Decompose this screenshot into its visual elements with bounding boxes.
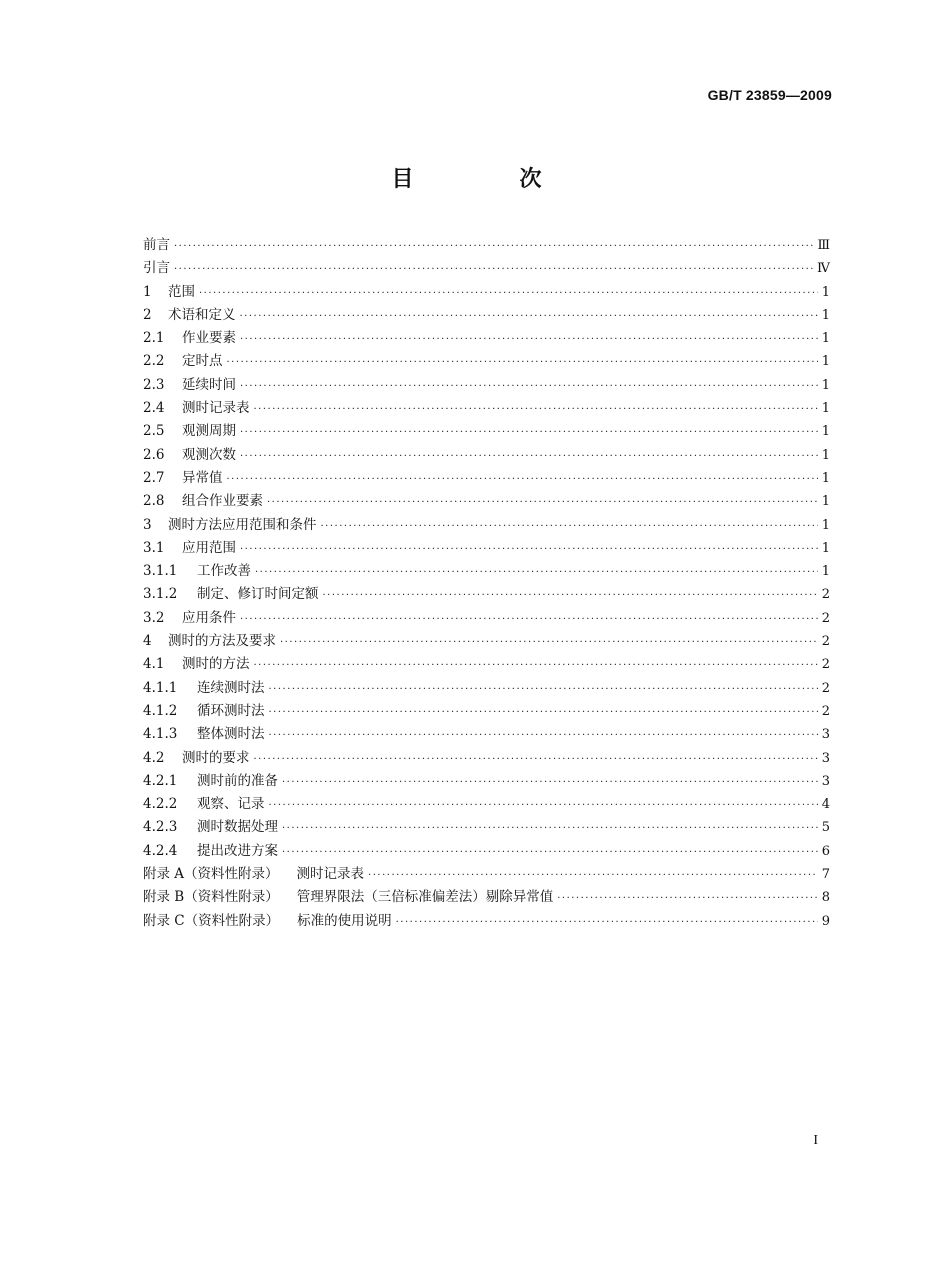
dot-leader: [269, 724, 818, 747]
page-title: 目 次: [391, 167, 584, 192]
dot-leader: [240, 608, 818, 631]
toc-entry-label: 测时数据处理: [197, 819, 278, 836]
dot-leader: [280, 631, 818, 654]
toc-entry-page: 2: [821, 680, 830, 696]
toc-entry[interactable]: [143, 467, 830, 490]
toc-entry-page: 4: [821, 797, 830, 813]
toc-entry-page: 1: [821, 447, 830, 463]
dot-leader: [255, 561, 818, 584]
toc-entry-number: 4.2.3: [143, 819, 178, 836]
toc-entry-number: 附录 C（资料性附录）: [143, 912, 280, 929]
toc-entry-number: 4.2.4: [143, 842, 178, 859]
toc-entry-page: 1: [821, 470, 830, 486]
dot-leader: [396, 911, 818, 934]
toc-entry-number: 4.2.2: [143, 796, 178, 813]
toc-entry[interactable]: [143, 770, 830, 793]
dot-leader: [240, 445, 818, 468]
toc-entry-page: 1: [821, 354, 830, 370]
toc-entry-number: 2.5: [143, 423, 165, 440]
toc-entry-label: 定时点: [182, 353, 223, 370]
toc-entry[interactable]: [143, 374, 830, 397]
toc-entry-label: 测时前的准备: [197, 772, 278, 789]
dot-leader: [227, 468, 818, 491]
toc-entry[interactable]: [143, 281, 830, 304]
toc-entry-page: 3: [821, 727, 830, 743]
toc-entry[interactable]: [143, 350, 830, 373]
toc-entry-label: 标准的使用说明: [297, 912, 392, 929]
toc-entry-page: 2: [821, 703, 830, 719]
toc-entry-number: 2: [143, 306, 152, 323]
toc-entry-page: 1: [821, 424, 830, 440]
toc-entry[interactable]: [143, 257, 830, 280]
toc-entry-number: 1: [143, 283, 152, 300]
dot-leader: [282, 841, 818, 864]
toc-entry-label: 延续时间: [182, 376, 236, 393]
toc-entry-label: 测时的方法及要求: [168, 633, 276, 650]
toc-entry[interactable]: [143, 560, 830, 583]
toc-entry-page: 9: [821, 913, 830, 929]
dot-leader: [282, 771, 818, 794]
toc-entry-number: 2.7: [143, 469, 165, 486]
toc-entry-page: 5: [821, 820, 830, 836]
toc-entry-label: 异常值: [182, 469, 223, 486]
toc-entry-number: 4.1.1: [143, 679, 178, 696]
dot-leader: [199, 282, 818, 305]
toc-entry-page: 8: [821, 890, 830, 906]
dot-leader: [269, 701, 818, 724]
toc-entry-page: 2: [821, 610, 830, 626]
toc-entry-label: 测时的方法: [182, 656, 250, 673]
toc-entry[interactable]: [143, 816, 830, 839]
toc-entry-number: 4.1.3: [143, 726, 178, 743]
toc-entry-number: 附录 B（资料性附录）: [143, 889, 279, 906]
toc-entry[interactable]: [143, 583, 830, 606]
toc-entry-number: 4.2: [143, 749, 165, 766]
toc-entry[interactable]: [143, 537, 830, 560]
toc-entry-label: 测时方法应用范围和条件: [168, 516, 317, 533]
dot-leader: [321, 515, 818, 538]
toc-entry-label: 测时记录表: [182, 400, 250, 417]
toc-entry-label: 术语和定义: [168, 306, 236, 323]
toc-entry[interactable]: [143, 327, 830, 350]
toc-entry-page: 6: [821, 843, 830, 859]
dot-leader: [240, 538, 818, 561]
toc-entry-page: 1: [821, 564, 830, 580]
toc-entry-number: 4.1: [143, 656, 165, 673]
toc-entry-page: 1: [821, 377, 830, 393]
dot-leader: [240, 328, 818, 351]
dot-leader: [254, 748, 818, 771]
toc-entry-page: 3: [821, 773, 830, 789]
dot-leader: [254, 654, 818, 677]
toc-entry-number: 附录 A（资料性附录）: [143, 866, 279, 883]
toc-entry[interactable]: [143, 444, 830, 467]
toc-entry-label: 作业要素: [182, 330, 236, 347]
toc-entry-page: 2: [821, 657, 830, 673]
dot-leader: [269, 794, 818, 817]
toc-entry[interactable]: [143, 677, 830, 700]
toc-entry[interactable]: [143, 630, 830, 653]
dot-leader: [267, 491, 818, 514]
toc-entry-number: 2.6: [143, 446, 165, 463]
toc-entry-page: 3: [821, 750, 830, 766]
toc-entry-page: 1: [821, 494, 830, 510]
toc-entry[interactable]: [143, 863, 830, 886]
toc-entry[interactable]: [143, 723, 830, 746]
toc-entry-label: 测时记录表: [296, 866, 365, 883]
page-number: I: [813, 1133, 818, 1148]
toc-entry-page: 1: [821, 307, 830, 323]
toc-entry-label: 连续测时法: [197, 679, 265, 696]
dot-leader: [174, 258, 813, 281]
toc-entry-page: 2: [821, 634, 830, 650]
dot-leader: [282, 817, 818, 840]
toc-entry-page: 7: [821, 867, 830, 883]
toc-entry[interactable]: [143, 514, 830, 537]
dot-leader: [240, 305, 818, 328]
toc-entry-label: 范围: [168, 283, 195, 300]
toc-entry-label: 整体测时法: [197, 726, 265, 743]
toc-entry-label: 管理界限法（三倍标准偏差法）剔除异常值: [296, 889, 554, 906]
toc-entry-page: 1: [821, 517, 830, 533]
dot-leader: [240, 375, 818, 398]
toc-entry-number: 4.1.2: [143, 702, 178, 719]
toc-entry[interactable]: [143, 653, 830, 676]
dot-leader: [174, 235, 813, 258]
toc-entry-label: 前言: [143, 237, 170, 253]
dot-leader: [240, 421, 818, 444]
toc-entry-page: 1: [821, 401, 830, 417]
table-of-contents: [143, 234, 830, 933]
toc-entry[interactable]: [143, 397, 830, 420]
toc-entry-label: 提出改进方案: [197, 842, 278, 859]
dot-leader: [557, 887, 818, 910]
dot-leader: [227, 351, 818, 374]
toc-entry-number: 2.1: [143, 330, 165, 347]
toc-entry-page: 2: [821, 587, 830, 603]
toc-entry-number: 2.4: [143, 400, 165, 417]
toc-entry-page: 1: [821, 540, 830, 556]
toc-entry-label: 循环测时法: [197, 702, 265, 719]
toc-entry-number: 3.1.1: [143, 563, 178, 580]
toc-entry-label: 观测次数: [182, 446, 236, 463]
toc-entry[interactable]: [143, 700, 830, 723]
toc-entry[interactable]: [143, 840, 830, 863]
toc-entry-number: 3.1: [143, 539, 165, 556]
toc-entry-page: Ⅳ: [817, 261, 830, 277]
toc-entry-number: 2.8: [143, 493, 165, 510]
toc-entry[interactable]: [143, 234, 830, 257]
toc-entry-label: 制定、修订时间定额: [197, 586, 319, 603]
toc-entry[interactable]: [143, 420, 830, 443]
dot-leader: [254, 398, 818, 421]
dot-leader: [323, 584, 818, 607]
dot-leader: [368, 864, 818, 887]
toc-entry[interactable]: [143, 607, 830, 630]
toc-entry[interactable]: [143, 886, 830, 909]
toc-entry-page: 1: [821, 284, 830, 300]
toc-entry-number: 3: [143, 516, 152, 533]
toc-entry[interactable]: [143, 910, 830, 933]
toc-entry[interactable]: [143, 747, 830, 770]
toc-entry-number: 2.3: [143, 376, 165, 393]
toc-entry-label: 组合作业要素: [182, 493, 263, 510]
toc-entry-label: 应用条件: [182, 609, 236, 626]
dot-leader: [269, 678, 818, 701]
toc-entry[interactable]: [143, 793, 830, 816]
standard-number: GB/T 23859—2009: [707, 87, 832, 103]
toc-entry-label: 测时的要求: [182, 749, 250, 766]
toc-entry-label: 工作改善: [197, 563, 251, 580]
toc-entry-number: 3.1.2: [143, 586, 178, 603]
toc-entry-label: 引言: [143, 260, 170, 277]
toc-entry-page: Ⅲ: [817, 238, 830, 253]
toc-entry-number: 2.2: [143, 353, 165, 370]
toc-entry-label: 观测周期: [182, 423, 236, 440]
toc-entry-number: 4.2.1: [143, 772, 178, 789]
toc-entry[interactable]: [143, 304, 830, 327]
toc-entry-label: 观察、记录: [197, 796, 265, 813]
toc-entry-page: 1: [821, 331, 830, 347]
toc-entry-number: 4: [143, 633, 152, 650]
toc-entry[interactable]: [143, 490, 830, 513]
toc-entry-label: 应用范围: [182, 539, 236, 556]
toc-entry-number: 3.2: [143, 609, 165, 626]
